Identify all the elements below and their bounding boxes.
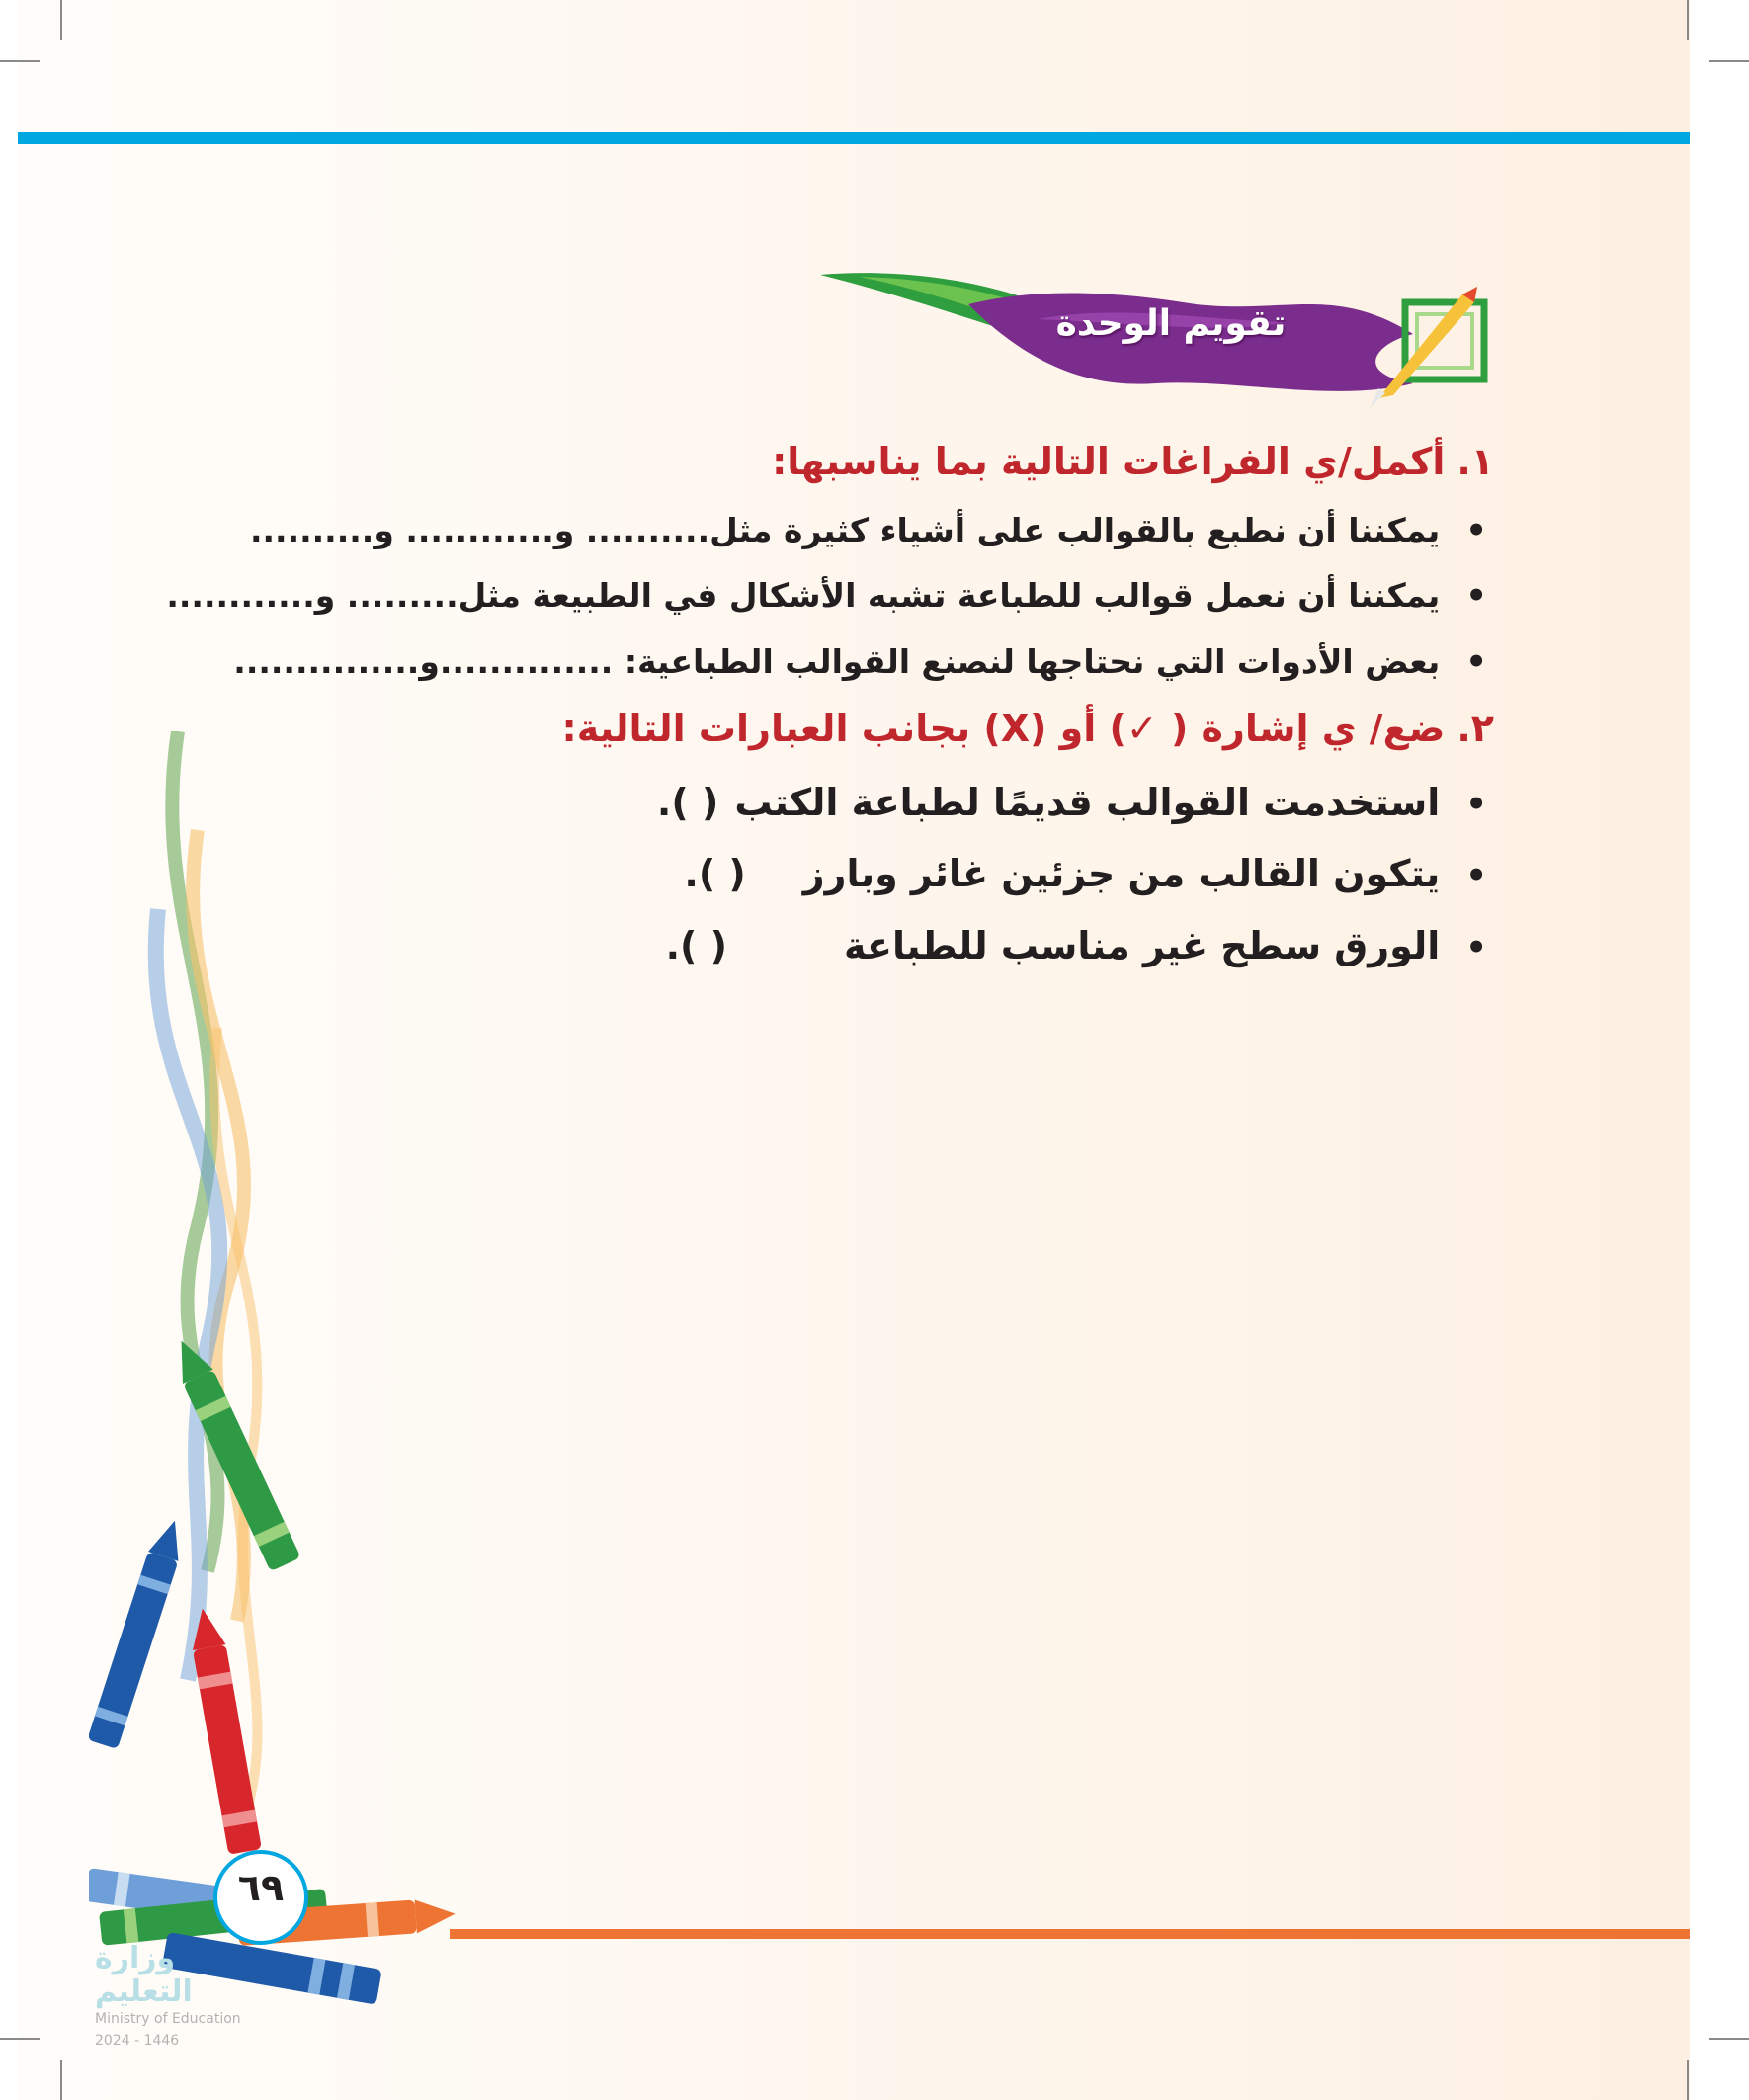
question-1-title [772, 440, 1494, 483]
list-item [684, 852, 1487, 895]
answer-box[interactable]: ( ). [684, 852, 746, 895]
crop-mark [0, 60, 40, 62]
fill-blank-text[interactable]: يمكننا أن نعمل قوالب للطباعة تشبه الأشكال في الطبيعة مثل......... و............ [166, 576, 1441, 615]
fill-blank-text[interactable]: يمكننا أن نطبع بالقوالب على أشياء كثيرة مثل.......... و............ و.......... [249, 511, 1441, 549]
bullet-icon: • [1465, 785, 1487, 824]
bullet-icon: • [1465, 928, 1487, 967]
statement-text: استخدمت القوالب قديمًا لطباعة الكتب [734, 781, 1441, 824]
statement-text: يتكون القالب من جزئين غائر وبارز [802, 852, 1441, 895]
crayons-decoration [89, 731, 464, 2036]
crop-mark [1687, 0, 1689, 40]
top-accent-bar [18, 132, 1690, 144]
page-number: ٦٩ [237, 1866, 285, 1909]
answer-box[interactable]: ( ). [656, 781, 719, 824]
bullet-icon: • [1465, 642, 1487, 682]
crop-mark [60, 0, 62, 40]
ministry-name-en: Ministry of Education [95, 2011, 241, 2027]
bullet-icon: • [1465, 856, 1487, 895]
crop-mark [0, 2038, 40, 2040]
question-2-title [562, 707, 1494, 750]
crop-mark [60, 2060, 62, 2100]
question-2-number: ٢. [1457, 707, 1494, 750]
bullet-icon: • [1465, 511, 1487, 550]
answer-box[interactable]: ( ). [665, 924, 728, 967]
list-item [666, 924, 1487, 967]
ministry-name-ar: وزارة التعليم [95, 1941, 193, 2009]
crop-mark [1709, 2038, 1749, 2040]
section-title: تقويم الوحدة [1055, 303, 1287, 344]
bullet-icon: • [1465, 576, 1487, 616]
question-1-text: أكمل/ي الفراغات التالية بما يناسبها: [772, 440, 1446, 483]
ministry-logo [95, 1942, 283, 2049]
list-item [166, 576, 1487, 616]
list-item [250, 511, 1487, 550]
fill-blank-text[interactable]: بعض الأدوات التي نحتاجها لنصنع القوالب الطباعية: ..............و............... [233, 642, 1441, 681]
question-1-number: ١. [1457, 440, 1494, 483]
list-item [657, 781, 1487, 824]
bottom-accent-bar [450, 1929, 1690, 1939]
list-item [233, 642, 1487, 682]
question-2-text: ضع/ ي إشارة ( ✓) أو (X) بجانب العبارات التالية: [561, 707, 1446, 750]
crop-mark [1687, 2060, 1689, 2100]
edition-year: 2024 - 1446 [95, 2033, 180, 2049]
crop-mark [1709, 60, 1749, 62]
statement-text: الورق سطح غير مناسب للطباعة [844, 924, 1441, 967]
